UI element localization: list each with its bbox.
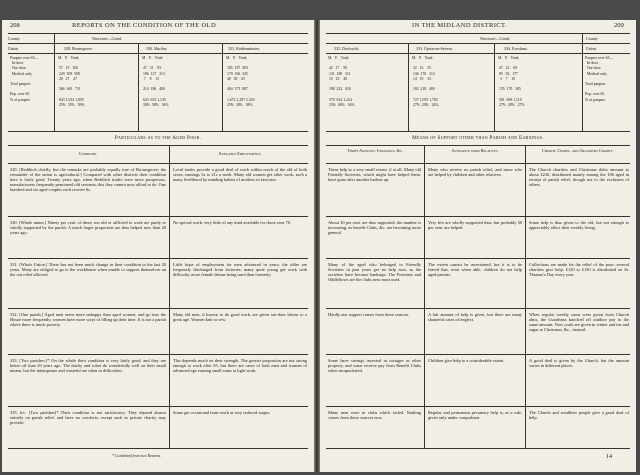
section-title: Means of Support other than Parish and Earnings.	[412, 135, 544, 141]
relatives-cell: Many who receive no parish relief, and more who are helped by children and other relatives.	[428, 167, 522, 178]
charity-cell: Some help is thus given to the old, but not enough to appreciably affect their weekly living.	[529, 220, 629, 231]
rule	[424, 145, 425, 448]
rule	[8, 448, 308, 449]
row-divider	[8, 216, 308, 217]
condition-cell: 330. [Whole union.] Ninety per cent. of these, too old or afflicted to work are partly or wholly supported by the parish. A much larger proportion are thus helped now than 20 years ago.	[10, 220, 166, 236]
charity-cell: Collections are made for the relief of the poor; several charities give help. £120 to £150 is distributed on St. Thomas's Day every year.	[529, 262, 629, 278]
row-divider	[326, 406, 630, 407]
employment-cell: Local trades provide a good deal of work within reach of the old of both sexes, earnings 5s to 21s a week. Many old women get other work, such a many livelihood by minding babies of mothers in factories.	[173, 167, 307, 183]
rule	[8, 53, 308, 54]
thrift-cell: Some have savings invested in cottages or other property, and some receive pay from Benefit Clubs when incapacitated.	[328, 358, 421, 374]
column-header: Available Employments.	[218, 151, 262, 156]
rule	[138, 43, 139, 131]
column-header: Church, Chapel, and Organised Charity.	[542, 148, 614, 153]
rule	[326, 448, 630, 449]
footnote: * Combined from two Returns.	[112, 453, 162, 458]
stat-row-labels: Paupers over 65— In-door Out-door Medical only Total paupers Pop. over 65 % of paupers	[10, 56, 39, 102]
union-name: 331. Kidderminster.	[228, 46, 260, 51]
row-divider	[8, 354, 308, 355]
rule	[326, 43, 630, 44]
stat-column: M. F. Total. 32 23 55 136 176 312 14 19 33 182 218 400 727 1,055 1,782 27% 20% 24%	[412, 56, 439, 107]
right-page	[320, 20, 636, 472]
rule	[408, 43, 409, 131]
union-label: Union	[586, 46, 596, 51]
charity-cell: A good deal is given by the Church, but the amount varies in different places.	[529, 358, 629, 369]
thrift-cell: About 10 per cent. are thus supported; the number is increasing, as benefit Clubs, &c. are becoming more general.	[328, 220, 421, 236]
employment-cell: No special work; very little of any kind available for those over 70.	[173, 220, 292, 225]
row-divider	[326, 258, 630, 259]
union-label: Union	[8, 46, 18, 51]
charity-cell: The Church charities and Christmas doles amount to about £230, distributed mainly among the 106 aged in receipt of parish relief, though not to the exclusion of others.	[529, 167, 629, 188]
rule	[525, 145, 526, 448]
rule	[8, 163, 308, 164]
rule	[494, 43, 495, 131]
left-page	[2, 20, 314, 472]
stat-column: M. F. Total. 47 31 93 186 127 313 7 8 15 214 186 400 623 633 1,145 30% 30% 34%	[142, 56, 169, 107]
rule	[326, 53, 630, 54]
stat-column: M. F. Total. 42 17 59 131 180 311 15 25 40 188 222 410 570 654 1,224 33% 40% 34%	[328, 56, 355, 107]
condition-cell: 333. b/c. [Two parishes]* Their condition is not satisfactory. They depend almost entirely on parish relief, and have no comforts, except such as private charity may provide.	[10, 410, 166, 426]
thrift-cell: Many men were in clubs which failed. Nothing comes from these sources now.	[328, 410, 421, 421]
column-header: Condition.	[78, 151, 98, 156]
union-name: 334. Evesham.	[504, 46, 528, 51]
stat-column: M. F. Total. 47 22 69 85 92 177 3 7 10 135 170 305 501 609 1,110 27% 28% 27%	[498, 56, 525, 107]
rule	[326, 163, 630, 164]
row-divider	[326, 354, 630, 355]
running-head: IN THE MIDLAND DISTRICT.	[412, 22, 507, 29]
county-label: County	[586, 36, 598, 41]
charity-cell: When regular weekly sums were given from Church alms, the Guardians knocked off outdoor pay to the same amount. Now coals are given in winter and tea and sugar at Christmas, &c., instead.	[529, 312, 629, 333]
relatives-cell: Regular and permanent pecuniary help is, as a rule, given only under compulsion.	[428, 410, 522, 421]
column-header: Assistance from Relatives.	[451, 148, 499, 153]
page-number: 208	[10, 22, 20, 29]
thrift-cell: Hardly any support comes from these sources.	[328, 312, 410, 317]
union-name: 328. Bromsgrove.	[64, 46, 93, 51]
rule	[8, 43, 308, 44]
union-name: 330. Martley.	[146, 46, 168, 51]
row-divider	[326, 308, 630, 309]
relatives-cell: Children give help to a considerable extent.	[428, 358, 505, 363]
rule	[326, 131, 630, 132]
condition-cell: 329. [Redditch chiefly, but the remarks are probably equally true of Bromsgrove; the remainder of the union is agricultural.] Compared with other districts their condition here is fairly good. Twenty years ago, when Redditch trades were more prosperous, manufacturers frequently pensioned old servants; this they cannot now afford to do. One hundred and six aged couples each receive 6s.	[10, 167, 166, 193]
relatives-cell: The extent cannot be ascertained, but it is to be feared that, even when able, children do not help aged parents.	[428, 262, 522, 278]
row-divider	[8, 258, 308, 259]
column-header: Thrift Agencies, Insurance, &c.	[347, 148, 403, 153]
section-title: Particulars as to the Aged Poor.	[114, 135, 202, 141]
thrift-cell: Many of the aged who belonged to Friendly Societies in past years get no help now, as the societies have become bankrupt. The Foresters and Oddfellows are the clubs now most used.	[328, 262, 421, 283]
row-divider	[326, 216, 630, 217]
rule	[326, 145, 630, 146]
rule	[582, 33, 583, 131]
rule	[8, 145, 308, 146]
stat-column: M. F. Total. 57 19 100 229 309 598 20 27 47 366 365 731 843 1,012 1,855 25% 35% 39%	[58, 56, 85, 107]
union-name: 333. Upton-on-Severn.	[416, 46, 453, 51]
row-divider	[8, 406, 308, 407]
charity-cell: The Church and wealthier people give a good deal of help.	[529, 410, 629, 421]
thrift-cell: These help to a very small extent, if at all. Many old Friendly Societies, which might have helped them, have gone after another broken up.	[328, 167, 421, 183]
row-divider	[8, 308, 308, 309]
stat-row-labels: Paupers over 65— In-door Out-door Medical only Total paupers Pop. over 65 % of paupers	[585, 56, 614, 102]
employment-cell: Some get occasional farm-work at very reduced wages.	[173, 410, 271, 415]
relatives-cell: A fair amount of help is given, but there are many shameful cases of neglect.	[428, 312, 522, 323]
rule	[169, 145, 170, 448]
rule	[8, 33, 308, 34]
rule	[54, 33, 55, 131]
condition-cell: 333. [Two parishes.]* On the whole their condition is very fairly good, and they are better off than 20 years ago. The thrifty and sober do wonderfully well on their small means, but the intemperate and wasteful are often in difficulties.	[10, 358, 166, 374]
rule	[222, 43, 223, 131]
county-value: Worcester—Contd.	[480, 36, 511, 41]
employment-cell: Little hope of employment for men advanced in years; the older are frequently discharged from factories; many quite young get work with difficulty, more female labour being used than formerly.	[173, 262, 307, 278]
union-name: 332. Droitwich.	[334, 46, 360, 51]
county-value: Worcester—Contd.	[92, 36, 123, 41]
employment-cell: Many old men, if known to do good work, are given out-door labour to a great age. Women knit or sew.	[173, 312, 307, 323]
rule	[326, 33, 630, 34]
rule	[8, 131, 308, 132]
condition-cell: 331. [Whole Union.] There has not been much change in their condition in the last 20 years. Many are obliged to go to the workhouse when unable to support themselves on the out relief allowed.	[10, 262, 166, 278]
county-label: County	[8, 36, 20, 41]
employment-cell: This depends much on their strength. The greater proportion are not strong enough to work after 65, but there are cases of both men and women of advanced age earning small sums at light work.	[173, 358, 307, 374]
condition-cell: 332. [One parish.] Aged men seem more unhappy than aged women, and go into the House more frequently; women have more ways of filling up their time. It is not a parish where there is much poverty.	[10, 312, 166, 328]
signature-mark: 14	[606, 454, 612, 460]
stat-column: M. F. Total. 185 187 493 179 166 325 40 50 65 404 373 887 1,672 1,287 2,320 25% 30% 38%	[226, 56, 255, 107]
relatives-cell: Very few are wholly supported thus, but probably 50 per cent. are helped.	[428, 220, 522, 231]
running-head: REPORTS ON THE CONDITION OF THE OLD	[72, 22, 217, 29]
page-number: 209	[614, 22, 624, 29]
